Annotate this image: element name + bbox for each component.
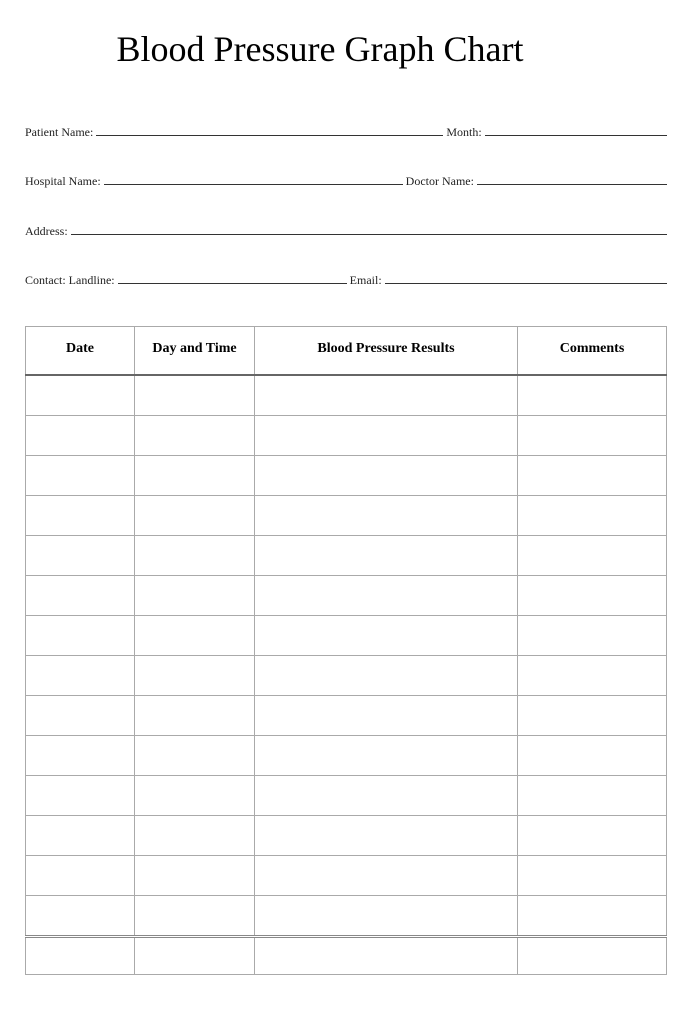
comment-cell[interactable]: [518, 456, 667, 496]
address-label: Address:: [25, 224, 68, 238]
date-cell[interactable]: [26, 616, 135, 656]
table-row: [26, 896, 667, 937]
date-cell[interactable]: [26, 576, 135, 616]
column-header-bp-results: Blood Pressure Results: [255, 327, 518, 376]
bp-result-cell[interactable]: [255, 375, 518, 416]
bp-result-cell[interactable]: [255, 816, 518, 856]
month-label: Month:: [446, 125, 482, 139]
table-row: [26, 456, 667, 496]
table-row: [26, 736, 667, 776]
day-time-cell[interactable]: [135, 536, 255, 576]
comment-cell[interactable]: [518, 496, 667, 536]
date-cell[interactable]: [26, 856, 135, 896]
contact-email-row: [25, 269, 667, 287]
date-cell[interactable]: [26, 496, 135, 536]
bp-result-cell[interactable]: [255, 776, 518, 816]
comment-cell[interactable]: [518, 696, 667, 736]
page-title: Blood Pressure Graph Chart: [116, 29, 524, 69]
blood-pressure-log-table: [25, 326, 666, 975]
landline-field[interactable]: [118, 283, 347, 284]
comment-cell[interactable]: [518, 736, 667, 776]
column-header-day-time: Day and Time: [135, 327, 255, 376]
table-row: [26, 496, 667, 536]
day-time-cell[interactable]: [135, 496, 255, 536]
date-cell[interactable]: [26, 816, 135, 856]
patient-month-row: [25, 121, 667, 139]
comment-cell[interactable]: [518, 896, 667, 937]
patient-name-field[interactable]: [96, 135, 443, 136]
date-cell[interactable]: [26, 776, 135, 816]
day-time-cell[interactable]: [135, 656, 255, 696]
date-cell[interactable]: [26, 536, 135, 576]
day-time-cell[interactable]: [135, 416, 255, 456]
day-time-cell[interactable]: [135, 816, 255, 856]
date-cell[interactable]: [26, 416, 135, 456]
day-time-cell[interactable]: [135, 896, 255, 937]
bp-result-cell[interactable]: [255, 937, 518, 975]
date-cell[interactable]: [26, 736, 135, 776]
bp-result-cell[interactable]: [255, 536, 518, 576]
date-cell[interactable]: [26, 375, 135, 416]
bp-result-cell[interactable]: [255, 696, 518, 736]
day-time-cell[interactable]: [135, 937, 255, 975]
day-time-cell[interactable]: [135, 856, 255, 896]
day-time-cell[interactable]: [135, 736, 255, 776]
hospital-name-label: Hospital Name:: [25, 174, 101, 188]
comment-cell[interactable]: [518, 656, 667, 696]
comment-cell[interactable]: [518, 776, 667, 816]
email-field[interactable]: [385, 283, 667, 284]
table-row: [26, 416, 667, 456]
address-row: [25, 220, 667, 238]
comment-cell[interactable]: [518, 937, 667, 975]
hospital-name-field[interactable]: [104, 184, 403, 185]
table-row: [26, 776, 667, 816]
bp-result-cell[interactable]: [255, 456, 518, 496]
table-row: [26, 576, 667, 616]
table-row: [26, 816, 667, 856]
month-field[interactable]: [485, 135, 667, 136]
date-cell[interactable]: [26, 656, 135, 696]
day-time-cell[interactable]: [135, 696, 255, 736]
table-row: [26, 536, 667, 576]
comment-cell[interactable]: [518, 616, 667, 656]
bp-result-cell[interactable]: [255, 656, 518, 696]
table-row: [26, 937, 667, 975]
table-row: [26, 656, 667, 696]
date-cell[interactable]: [26, 456, 135, 496]
bp-result-cell[interactable]: [255, 496, 518, 536]
day-time-cell[interactable]: [135, 776, 255, 816]
bp-result-cell[interactable]: [255, 736, 518, 776]
date-cell[interactable]: [26, 696, 135, 736]
column-header-date: Date: [26, 327, 135, 376]
landline-label: Contact: Landline:: [25, 273, 115, 287]
email-label: Email:: [349, 273, 382, 287]
table-row: [26, 375, 667, 416]
table-row: [26, 696, 667, 736]
table-row: [26, 616, 667, 656]
patient-name-label: Patient Name:: [25, 125, 94, 139]
bp-result-cell[interactable]: [255, 616, 518, 656]
doctor-name-field[interactable]: [477, 184, 667, 185]
column-header-comments: Comments: [518, 327, 667, 376]
bp-result-cell[interactable]: [255, 856, 518, 896]
bp-result-cell[interactable]: [255, 576, 518, 616]
comment-cell[interactable]: [518, 536, 667, 576]
day-time-cell[interactable]: [135, 375, 255, 416]
comment-cell[interactable]: [518, 416, 667, 456]
address-field[interactable]: [71, 234, 667, 235]
bp-result-cell[interactable]: [255, 896, 518, 937]
day-time-cell[interactable]: [135, 616, 255, 656]
comment-cell[interactable]: [518, 856, 667, 896]
date-cell[interactable]: [26, 896, 135, 937]
table-row: [26, 856, 667, 896]
table-header-row: [26, 327, 667, 376]
day-time-cell[interactable]: [135, 456, 255, 496]
doctor-name-label: Doctor Name:: [405, 174, 474, 188]
comment-cell[interactable]: [518, 816, 667, 856]
day-time-cell[interactable]: [135, 576, 255, 616]
comment-cell[interactable]: [518, 375, 667, 416]
comment-cell[interactable]: [518, 576, 667, 616]
bp-result-cell[interactable]: [255, 416, 518, 456]
date-cell[interactable]: [26, 937, 135, 975]
hospital-doctor-row: [25, 170, 667, 188]
